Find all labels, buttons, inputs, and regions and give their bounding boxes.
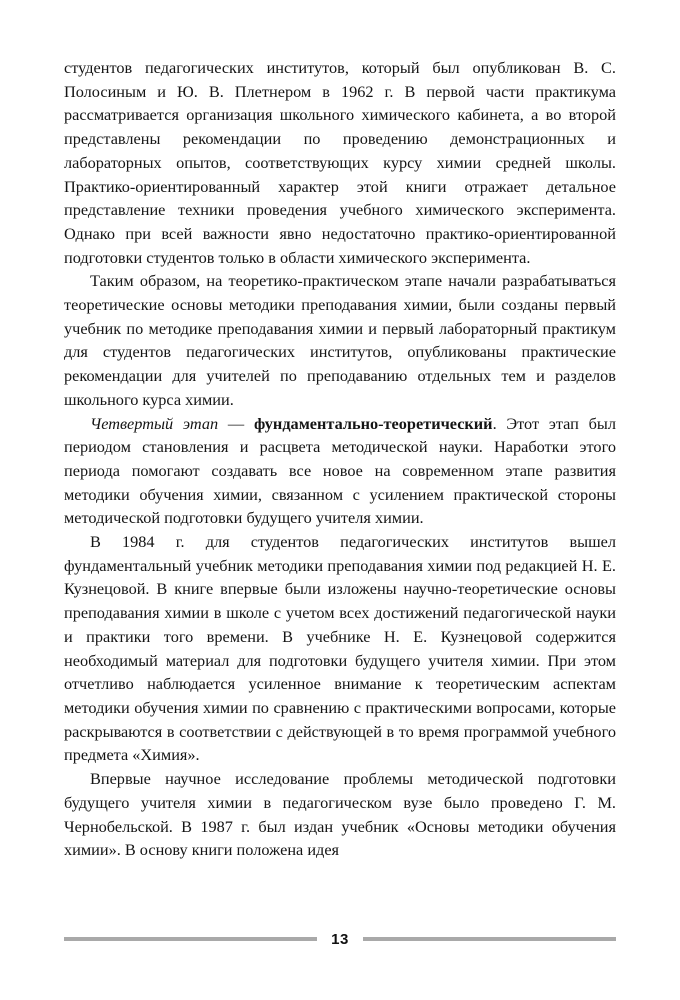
paragraph-5: Впервые научное исследование проблемы методической подготовки будущего учителя химии в педагогическом вузе было проведено Г. М. Чернобельской. В 1987 г. был издан учебник «Основы методики обучения химии». В основу книги положена идея bbox=[64, 769, 616, 860]
page-footer bbox=[64, 930, 616, 948]
paragraph-3 bbox=[64, 412, 616, 531]
paragraph-1: студентов педагогических институтов, который был опубликован В. С. Полосиным и Ю. В. Плетнером в 1962 г. В первой части практикума рассматривается организация школьного химического кабинета, а во второй представлены рекомендации по проведению демонстрационных и лабораторных опытов, соответствующих курсу химии средней школы. Практико-ориентированный характер этой книги отражает детальное представление техники проведения учебного химического эксперимента. Однако при всей важности явно недостаточно практико-ориентированной подготовки студентов только в области химического эксперимента. bbox=[64, 58, 616, 267]
stage-dash: — bbox=[218, 413, 254, 433]
page-body bbox=[64, 56, 616, 862]
footer-rule-left bbox=[64, 937, 317, 941]
stage-name-bold: фундаментально-теоретический bbox=[253, 413, 493, 433]
stage-label-italic: Четвертый этап bbox=[90, 413, 219, 433]
paragraph-4: В 1984 г. для студентов педагогических институтов вышел фундаментальный учебник методики преподавания химии под редакцией Н. Е. Кузнецовой. В книге впервые были изложены научно-теоретические основы преподавания химии в школе с учетом всех достижений педагогической науки и практики того времени. В учебнике Н. Е. Кузнецовой содержится необходимый материал для подготовки будущего учителя химии. При этом отчетливо наблюдается усиленное внимание к теоретическим аспектам методики обучения химии по сравнению с практическими вопросами, которые раскрываются в соответствии с действующей в то время программой учебного предмета «Химия». bbox=[64, 532, 616, 765]
paragraph-3-text: . Этот этап был периодом становления и расцвета методической науки. Наработки этого периода помогают создавать все новое на современном этапе развития методики обучения химии, связанном с усилением практической стороны методической подготовки будущего учителя химии. bbox=[64, 413, 617, 528]
footer-rule-right bbox=[363, 937, 616, 941]
paragraph-2: Таким образом, на теоретико-практическом этапе начали разрабатываться теоретические основы методики преподавания химии, были созданы первый учебник по методике преподавания химии и первый лабораторный практикум для студентов педагогических институтов, опубликованы практические рекомендации для учителей по преподаванию отдельных тем и разделов школьного курса химии. bbox=[64, 271, 616, 409]
page-number: 13 bbox=[331, 930, 349, 948]
